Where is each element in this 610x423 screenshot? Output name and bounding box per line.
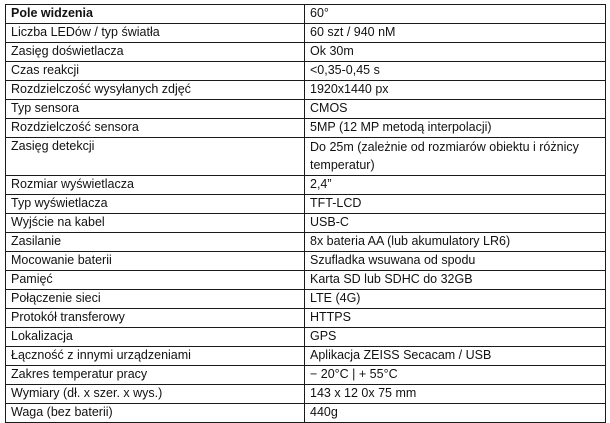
row-value: 2,4”: [305, 176, 606, 195]
row-value: GPS: [305, 328, 606, 347]
row-value: 8x bateria AA (lub akumulatory LR6): [305, 233, 606, 252]
row-value: Ok 30m: [305, 43, 606, 62]
row-value: 60 szt / 940 nM: [305, 24, 606, 43]
row-label: Waga (bez baterii): [6, 404, 305, 423]
row-label: Rozdzielczość sensora: [6, 119, 305, 138]
row-label: Protokół transferowy: [6, 309, 305, 328]
row-value: Do 25m (zależnie od rozmiarów obiektu i różnicy temperatur): [305, 138, 606, 176]
row-label: Typ wyświetlacza: [6, 195, 305, 214]
row-value: <0,35-0,45 s: [305, 62, 606, 81]
table-row-field-of-view: [6, 5, 606, 24]
spec-table: [5, 4, 606, 423]
table-row-battery-mount: [6, 252, 606, 271]
row-label: Pamięć: [6, 271, 305, 290]
row-value: 440g: [305, 404, 606, 423]
table-row-display-type: [6, 195, 606, 214]
row-value: 143 x 12 0x 75 mm: [305, 385, 606, 404]
table-row-network: [6, 290, 606, 309]
row-value: CMOS: [305, 100, 606, 119]
row-label: Lokalizacja: [6, 328, 305, 347]
table-row-sensor-resolution: [6, 119, 606, 138]
row-value: HTTPS: [305, 309, 606, 328]
table-row-detection-range: [6, 138, 606, 176]
table-row-temperature-range: [6, 366, 606, 385]
row-value: Szufladka wsuwana od spodu: [305, 252, 606, 271]
row-label: Liczba LEDów / typ światła: [6, 24, 305, 43]
table-row-location: [6, 328, 606, 347]
row-label: Rozmiar wyświetlacza: [6, 176, 305, 195]
table-row-display-size: [6, 176, 606, 195]
table-row-connectivity: [6, 347, 606, 366]
table-row-dimensions: [6, 385, 606, 404]
table-row-memory: [6, 271, 606, 290]
row-value: TFT-LCD: [305, 195, 606, 214]
row-value: 5MP (12 MP metodą interpolacji): [305, 119, 606, 138]
row-label: Zasięg detekcji: [6, 138, 305, 176]
row-label: Czas reakcji: [6, 62, 305, 81]
row-label: Wyjście na kabel: [6, 214, 305, 233]
table-row-led-count: [6, 24, 606, 43]
table-row-reaction-time: [6, 62, 606, 81]
row-label: Rozdzielczość wysyłanych zdjęć: [6, 81, 305, 100]
row-label: Wymiary (dł. x szer. x wys.): [6, 385, 305, 404]
row-label: Typ sensora: [6, 100, 305, 119]
table-row-weight: [6, 404, 606, 423]
row-value: 1920x1440 px: [305, 81, 606, 100]
row-label: Mocowanie baterii: [6, 252, 305, 271]
table-row-illuminator-range: [6, 43, 606, 62]
table-row-transfer-protocol: [6, 309, 606, 328]
row-value: − 20°C | + 55°C: [305, 366, 606, 385]
row-value: Aplikacja ZEISS Secacam / USB: [305, 347, 606, 366]
row-value: Karta SD lub SDHC do 32GB: [305, 271, 606, 290]
table-row-power-supply: [6, 233, 606, 252]
row-value: USB-C: [305, 214, 606, 233]
row-label: Połączenie sieci: [6, 290, 305, 309]
row-label: Pole widzenia: [6, 5, 305, 24]
table-row-cable-output: [6, 214, 606, 233]
row-label: Zasilanie: [6, 233, 305, 252]
table-row-photo-resolution: [6, 81, 606, 100]
table-row-sensor-type: [6, 100, 606, 119]
row-value: 60°: [305, 5, 606, 24]
row-label: Zasięg doświetlacza: [6, 43, 305, 62]
row-label: Zakres temperatur pracy: [6, 366, 305, 385]
row-label: Łączność z innymi urządzeniami: [6, 347, 305, 366]
row-value: LTE (4G): [305, 290, 606, 309]
